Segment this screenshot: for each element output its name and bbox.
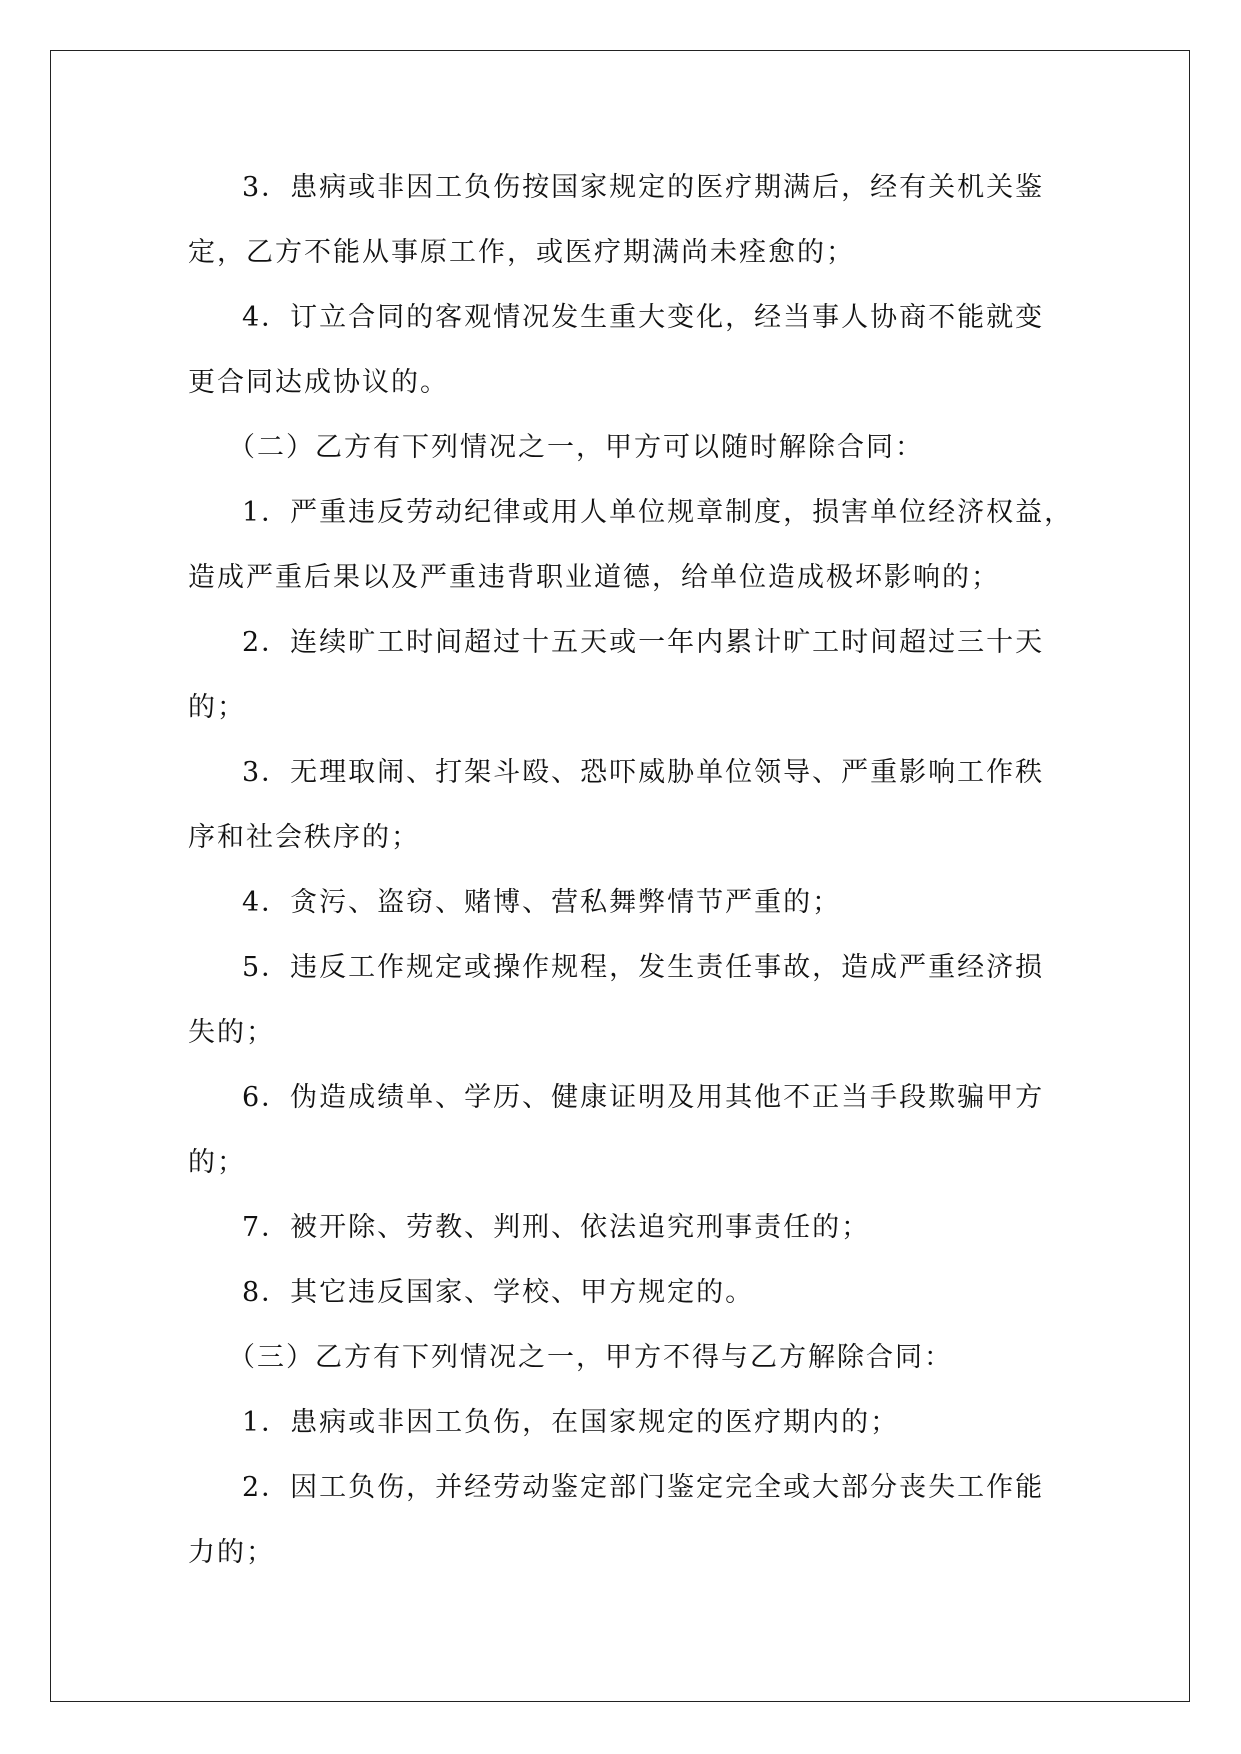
text-line: 定，乙方不能从事原工作，或医疗期满尚未痊愈的； (188, 237, 855, 268)
text-line: 1．患病或非因工负伤，在国家规定的医疗期内的； (242, 1407, 900, 1438)
text-line: 更合同达成协议的。 (188, 367, 449, 398)
text-line: 4．贪污、盗窃、赌博、营私舞弊情节严重的； (242, 887, 842, 918)
text-line: （三）乙方有下列情况之一，甲方不得与乙方解除合同： (228, 1342, 953, 1373)
text-line: 6．伪造成绩单、学历、健康证明及用其他不正当手段欺骗甲方 (242, 1082, 1045, 1113)
text-line: 力的； (188, 1537, 275, 1568)
text-line: 失的； (188, 1017, 275, 1048)
text-line: 的； (188, 1147, 246, 1178)
text-line: 序和社会秩序的； (188, 822, 420, 853)
text-line: （二）乙方有下列情况之一，甲方可以随时解除合同： (228, 432, 924, 463)
document-body (188, 155, 1074, 1585)
text-line: 的； (188, 692, 246, 723)
text-line: 3．无理取闹、打架斗殴、恐吓威胁单位领导、严重影响工作秩 (242, 757, 1045, 788)
text-line: 造成严重后果以及严重违背职业道德，给单位造成极坏影响的； (188, 562, 1000, 593)
text-line: 4．订立合同的客观情况发生重大变化，经当事人协商不能就变 (242, 302, 1045, 333)
text-line: 8．其它违反国家、学校、甲方规定的。 (242, 1277, 755, 1308)
text-line: 3．患病或非因工负伤按国家规定的医疗期满后，经有关机关鉴 (242, 172, 1045, 203)
text-line: 2．连续旷工时间超过十五天或一年内累计旷工时间超过三十天 (242, 627, 1045, 658)
text-line: 7．被开除、劳教、判刑、依法追究刑事责任的； (242, 1212, 871, 1243)
text-line: 2．因工负伤，并经劳动鉴定部门鉴定完全或大部分丧失工作能 (242, 1472, 1045, 1503)
text-line: 1．严重违反劳动纪律或用人单位规章制度，损害单位经济权益， (242, 497, 1074, 528)
text-line: 5．违反工作规定或操作规程，发生责任事故，造成严重经济损 (242, 952, 1045, 983)
